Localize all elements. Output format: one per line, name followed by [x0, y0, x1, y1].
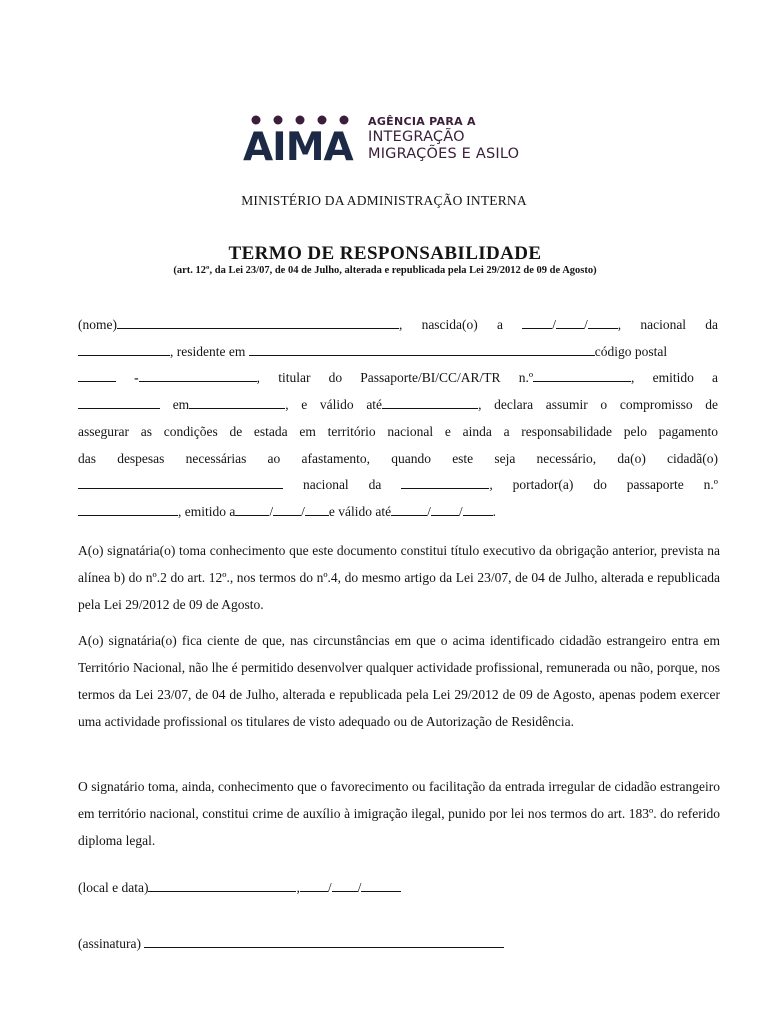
- local-field[interactable]: [148, 879, 296, 892]
- paragraph-3: O signatário toma, ainda, conhecimento que o favorecimento ou facilitação da entrada irregular de cidadão estrangeiro em território nacional, constitui crime de auxílio à imigração ilegal, punido por lei nos termos do art. 183º. do referido diploma legal.: [78, 779, 720, 848]
- birth-day-field[interactable]: [522, 316, 552, 329]
- form-line-4: [78, 396, 718, 414]
- issued-at-field[interactable]: [78, 396, 160, 409]
- logo-wordmark: AIMA: [243, 125, 353, 170]
- titular-label: , titular do Passaporte/BI/CC/AR/TR n.º: [256, 370, 534, 385]
- document-number-field[interactable]: [533, 369, 631, 382]
- passport-issue-month-field[interactable]: [273, 503, 301, 516]
- document-subtitle: (art. 12º, da Lei 23/07, de 04 de Julho, alterada e republicada pela Lei 29/2012 de 09 de Agosto): [173, 265, 597, 276]
- portador-label: , portador(a) do passaporte n.º: [489, 477, 718, 492]
- emitido-a-2-label: , emitido a: [178, 504, 236, 519]
- birth-month-field[interactable]: [556, 316, 584, 329]
- logo-line-1: AGÊNCIA PARA A: [368, 115, 476, 128]
- nationality-field[interactable]: [78, 343, 170, 356]
- form-line-1: (nome) , nascida(o) a / / , nacional da: [78, 317, 719, 332]
- sign-year-field[interactable]: [361, 879, 401, 892]
- nome-field[interactable]: [117, 316, 399, 329]
- valid-until-field[interactable]: [382, 396, 478, 409]
- citizen-nationality-field[interactable]: [401, 476, 489, 489]
- birth-year-field[interactable]: [588, 316, 618, 329]
- emitido-a-label: , emitido a: [631, 370, 718, 385]
- passport-valid-month-field[interactable]: [431, 503, 459, 516]
- passport-valid-day-field[interactable]: [391, 503, 427, 516]
- logo-line-3: MIGRAÇÕES E ASILO: [368, 146, 520, 162]
- ministry-heading: MINISTÉRIO DA ADMINISTRAÇÃO INTERNA: [241, 193, 527, 208]
- em-label: em: [172, 397, 190, 412]
- nacional-da-2-label: nacional da: [302, 477, 382, 492]
- sign-month-field[interactable]: [332, 879, 358, 892]
- form-line-7: [78, 476, 718, 494]
- sign-day-field[interactable]: [300, 879, 328, 892]
- local-data-line: (local e data) , / /: [78, 879, 401, 897]
- signature-field[interactable]: [144, 935, 504, 948]
- nacional-da-label: , nacional da: [617, 317, 719, 332]
- nome-label: (nome): [78, 317, 117, 332]
- issued-on-field[interactable]: [189, 396, 285, 409]
- declara-label: , declara assumir o compromisso de: [478, 397, 719, 412]
- assinatura-line: [78, 935, 504, 953]
- form-line-2: [78, 343, 718, 361]
- paragraph-2: A(o) signatária(o) fica ciente de que, nas circunstâncias em que o acima identificado cidadão estrangeiro entra em Território Nacional, não lhe é permitido desenvolver qualquer actividade profissional, remunerada ou não, porque, nos termos da Lei 23/07, de 04 de Julho, alterada e republicada pela Lei 29/2012 de 09 de Agosto, apenas podem exercer uma actividade profissional os titulares de visto adequado ou de Autorização de Residência.: [78, 633, 720, 729]
- codigo-postal-label: código postal: [594, 344, 668, 359]
- citizen-name-field[interactable]: [78, 476, 283, 489]
- local-data-label: (local e data): [78, 880, 149, 895]
- postal-code-prefix-field[interactable]: [78, 369, 116, 382]
- passport-number-field[interactable]: [78, 503, 178, 516]
- form-line-5: assegurar as condições de estada em território nacional e ainda a responsabilidade pelo pagamento: [78, 424, 718, 439]
- logo-agency-name: [368, 115, 519, 163]
- passport-issue-day-field[interactable]: [235, 503, 269, 516]
- address-field[interactable]: [249, 343, 595, 356]
- form-line-3: - , titular do Passaporte/BI/CC/AR/TR n.º , emitido a: [78, 369, 718, 387]
- passport-valid-year-field[interactable]: [463, 503, 493, 516]
- document-title: TERMO DE RESPONSABILIDADE: [228, 243, 542, 264]
- aima-logo: [243, 112, 543, 168]
- form-line-8: , emitido a / / e válido até / / .: [78, 503, 718, 521]
- paragraph-1: A(o) signatária(o) toma conhecimento que este documento constitui título executivo da obrigação anterior, prevista na alínea b) do nº.2 do art. 12º., nos termos do nº.4, do mesmo artigo da Lei 23/07, de 04 de Julho, alterada e republicada pela Lei 29/2012 de 09 de Agosto.: [78, 543, 720, 612]
- passport-issue-year-field[interactable]: [305, 503, 329, 516]
- residente-label: , residente em: [170, 344, 246, 359]
- e-valido-ate-2-label: e válido até: [328, 504, 392, 519]
- nascida-label: , nascida(o) a: [398, 317, 503, 332]
- postal-code-suffix-field[interactable]: [139, 369, 257, 382]
- assinatura-label: (assinatura): [78, 936, 141, 951]
- form-line-8-end: .: [492, 504, 497, 519]
- form-line-6: das despesas necessárias ao afastamento, quando este seja necessário, da(o) cidadã(o): [78, 451, 718, 466]
- valido-ate-label: , e válido até: [285, 397, 383, 412]
- logo-line-2: INTEGRAÇÃO: [368, 129, 465, 145]
